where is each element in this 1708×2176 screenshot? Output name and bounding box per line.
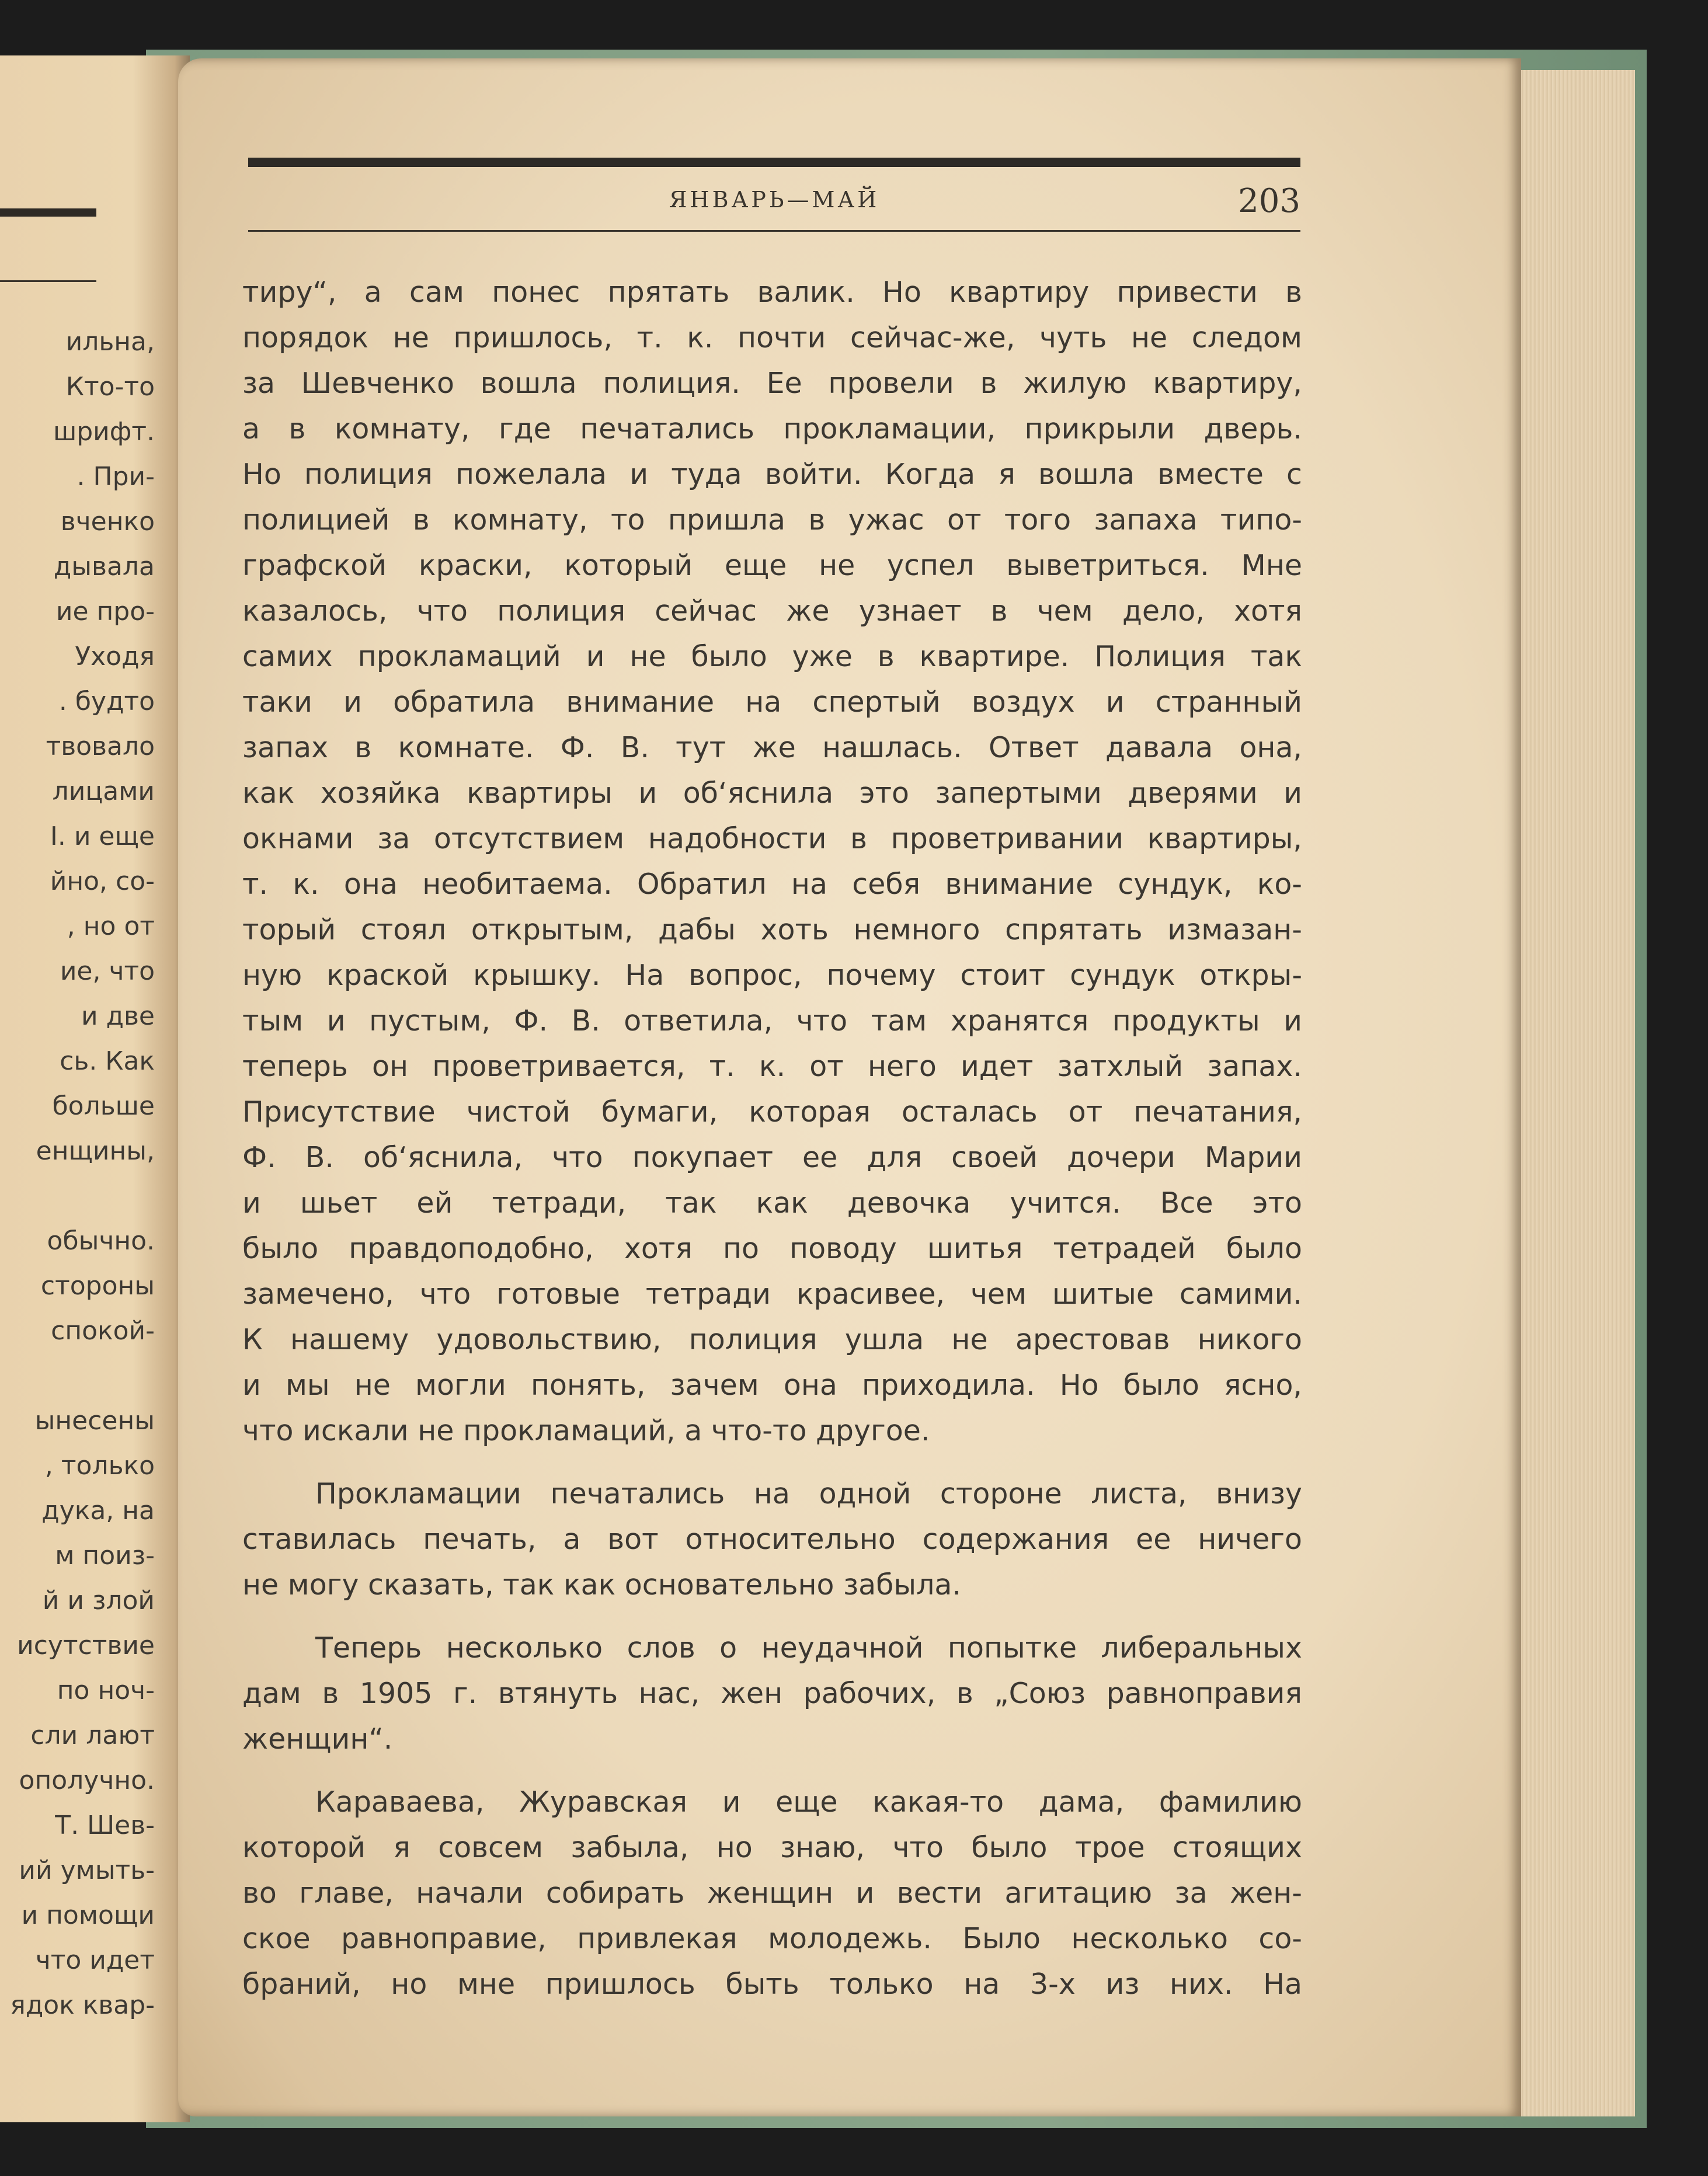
left-line: ынесены bbox=[34, 1406, 155, 1436]
text-line: Прокламации печатались на одной стороне листа, внизу bbox=[315, 1477, 1302, 1510]
paragraph-2 bbox=[242, 1471, 1302, 1608]
left-line: дука, на bbox=[41, 1496, 155, 1526]
left-line: Уходя bbox=[75, 642, 155, 671]
text-line: Но полиция пожелала и туда войти. Когда я вошла вместе с bbox=[242, 458, 1302, 491]
left-line: . При- bbox=[76, 462, 155, 492]
text-line: графской краски, который еще не успел выветриться. Мне bbox=[242, 549, 1302, 582]
left-line: ядок квар- bbox=[10, 1990, 155, 2020]
text-line: полицией в комнату, то пришла в ужас от того запаха типо- bbox=[242, 503, 1302, 537]
left-line: Кто-то bbox=[65, 372, 155, 402]
left-line: енщины, bbox=[36, 1136, 155, 1166]
text-line: Теперь несколько слов о неудачной попытке либеральных bbox=[315, 1631, 1302, 1665]
left-line: , только bbox=[44, 1451, 155, 1481]
text-line: окнами за отсутствием надобности в проветривании квартиры, bbox=[242, 822, 1302, 855]
left-line: ие про- bbox=[55, 597, 155, 626]
text-line: теперь он проветривается, т. к. от него идет затхлый запах. bbox=[242, 1050, 1302, 1083]
text-line: ставилась печать, а вот относительно содержания ее ничего bbox=[242, 1523, 1302, 1556]
paragraph-4 bbox=[242, 1780, 1302, 2007]
text-line: что искали не прокламаций, а что-то другое. bbox=[242, 1414, 930, 1447]
running-head: ЯНВАРЬ—МАЙ bbox=[669, 187, 880, 213]
text-line: ское равноправие, привлекая молодежь. Было несколько со- bbox=[242, 1922, 1302, 1955]
text-line: как хозяйка квартиры и об‘яснила это запертыми дверями и bbox=[242, 777, 1302, 810]
text-line: браний, но мне пришлось быть только на 3-х из них. На bbox=[242, 1968, 1302, 2001]
text-line: которой я совсем забыла, но знаю, что было трое стоящих bbox=[242, 1831, 1302, 1864]
left-line: что идет bbox=[35, 1945, 155, 1975]
left-line: стороны bbox=[40, 1271, 155, 1301]
text-line: таки и обратила внимание на спертый воздух и странный bbox=[242, 685, 1302, 719]
left-line: обычно. bbox=[47, 1226, 155, 1256]
header-thin-rule bbox=[248, 230, 1300, 232]
left-line: йно, со- bbox=[50, 866, 155, 896]
left-line: твовало bbox=[46, 732, 155, 761]
left-line: по ноч- bbox=[57, 1676, 155, 1705]
text-line: Караваева, Журавская и еще какая-то дама, фамилию bbox=[315, 1785, 1302, 1819]
paragraph-1 bbox=[242, 270, 1302, 1454]
left-line: больше bbox=[52, 1091, 155, 1121]
text-line: не могу сказать, так как основательно забыла. bbox=[242, 1568, 962, 1601]
text-line: самих прокламаций и не было уже в квартире. Полиция так bbox=[242, 640, 1302, 673]
left-line: ий умыть- bbox=[19, 1855, 155, 1885]
text-line: за Шевченко вошла полиция. Ее провели в жилую квартиру, bbox=[242, 367, 1302, 400]
left-line: шрифт. bbox=[53, 417, 155, 447]
left-line: ильна, bbox=[65, 327, 155, 357]
text-line: и мы не могли понять, зачем она приходила. Но было ясно, bbox=[242, 1369, 1302, 1402]
left-line bbox=[0, 1174, 155, 1218]
text-line: ную краской крышку. На вопрос, почему стоит сундук откры- bbox=[242, 959, 1302, 992]
left-line: , но от bbox=[67, 911, 155, 941]
text-line: т. к. она необитаема. Обратил на себя внимание сундук, ко- bbox=[242, 868, 1302, 901]
text-line: тиру“, а сам понес прятать валик. Но квартиру привести в bbox=[242, 276, 1302, 309]
left-line: ие, что bbox=[60, 956, 155, 986]
left-line bbox=[0, 1353, 155, 1398]
left-line: I. и еще bbox=[50, 821, 155, 851]
text-line: порядок не пришлось, т. к. почти сейчас-же, чуть не следом bbox=[242, 321, 1302, 354]
left-page-text bbox=[0, 319, 155, 2028]
text-line: дам в 1905 г. втянуть нас, жен рабочих, в „Союз равноправия bbox=[242, 1677, 1302, 1710]
text-line: Присутствие чистой бумаги, которая осталась от печатания, bbox=[242, 1095, 1302, 1129]
page-number: 203 bbox=[1238, 182, 1300, 220]
left-line: лицами bbox=[52, 777, 155, 806]
left-header-thin-rule bbox=[0, 280, 96, 282]
left-line: сь. Как bbox=[60, 1046, 155, 1076]
text-line: торый стоял открытым, дабы хоть немного спрятать измазан- bbox=[242, 913, 1302, 946]
left-line: й и злой bbox=[42, 1586, 155, 1616]
left-line: исутствие bbox=[17, 1631, 155, 1660]
left-line: и две bbox=[81, 1001, 155, 1031]
text-line: замечено, что готовые тетради красивее, чем шитые самими. bbox=[242, 1277, 1302, 1311]
text-line: К нашему удовольствию, полиция ушла не арестовав никого bbox=[242, 1323, 1302, 1356]
text-line: и шьет ей тетради, так как девочка учится. Все это bbox=[242, 1186, 1302, 1220]
text-line: во главе, начали собирать женщин и вести агитацию за жен- bbox=[242, 1876, 1302, 1910]
body-text bbox=[242, 270, 1302, 2007]
text-line: женщин“. bbox=[242, 1722, 393, 1756]
page-header bbox=[248, 182, 1300, 220]
text-line: запах в комнате. Ф. В. тут же нашлась. Ответ давала она, bbox=[242, 731, 1302, 764]
left-line: . будто bbox=[58, 687, 155, 716]
left-page bbox=[0, 55, 190, 2122]
text-line: казалось, что полиция сейчас же узнает в чем дело, хотя bbox=[242, 594, 1302, 628]
header-thick-rule bbox=[248, 158, 1300, 167]
left-line: сли лают bbox=[30, 1721, 155, 1750]
left-line: Т. Шев- bbox=[55, 1811, 155, 1840]
left-line: м поиз- bbox=[55, 1541, 155, 1571]
left-line: дывала bbox=[53, 552, 155, 582]
left-line: вченко bbox=[60, 507, 155, 537]
left-line: и помощи bbox=[21, 1900, 155, 1930]
left-line: спокой- bbox=[51, 1316, 155, 1346]
text-line: Ф. В. об‘яснила, что покупает ее для своей дочери Марии bbox=[242, 1141, 1302, 1174]
text-line: тым и пустым, Ф. В. ответила, что там хранятся продукты и bbox=[242, 1004, 1302, 1037]
text-line: было правдоподобно, хотя по поводу шитья тетрадей было bbox=[242, 1232, 1302, 1265]
paragraph-3 bbox=[242, 1625, 1302, 1762]
text-line: а в комнату, где печатались прокламации, прикрыли дверь. bbox=[242, 412, 1302, 445]
left-line: ополучно. bbox=[19, 1766, 155, 1795]
left-header-rule bbox=[0, 208, 96, 217]
